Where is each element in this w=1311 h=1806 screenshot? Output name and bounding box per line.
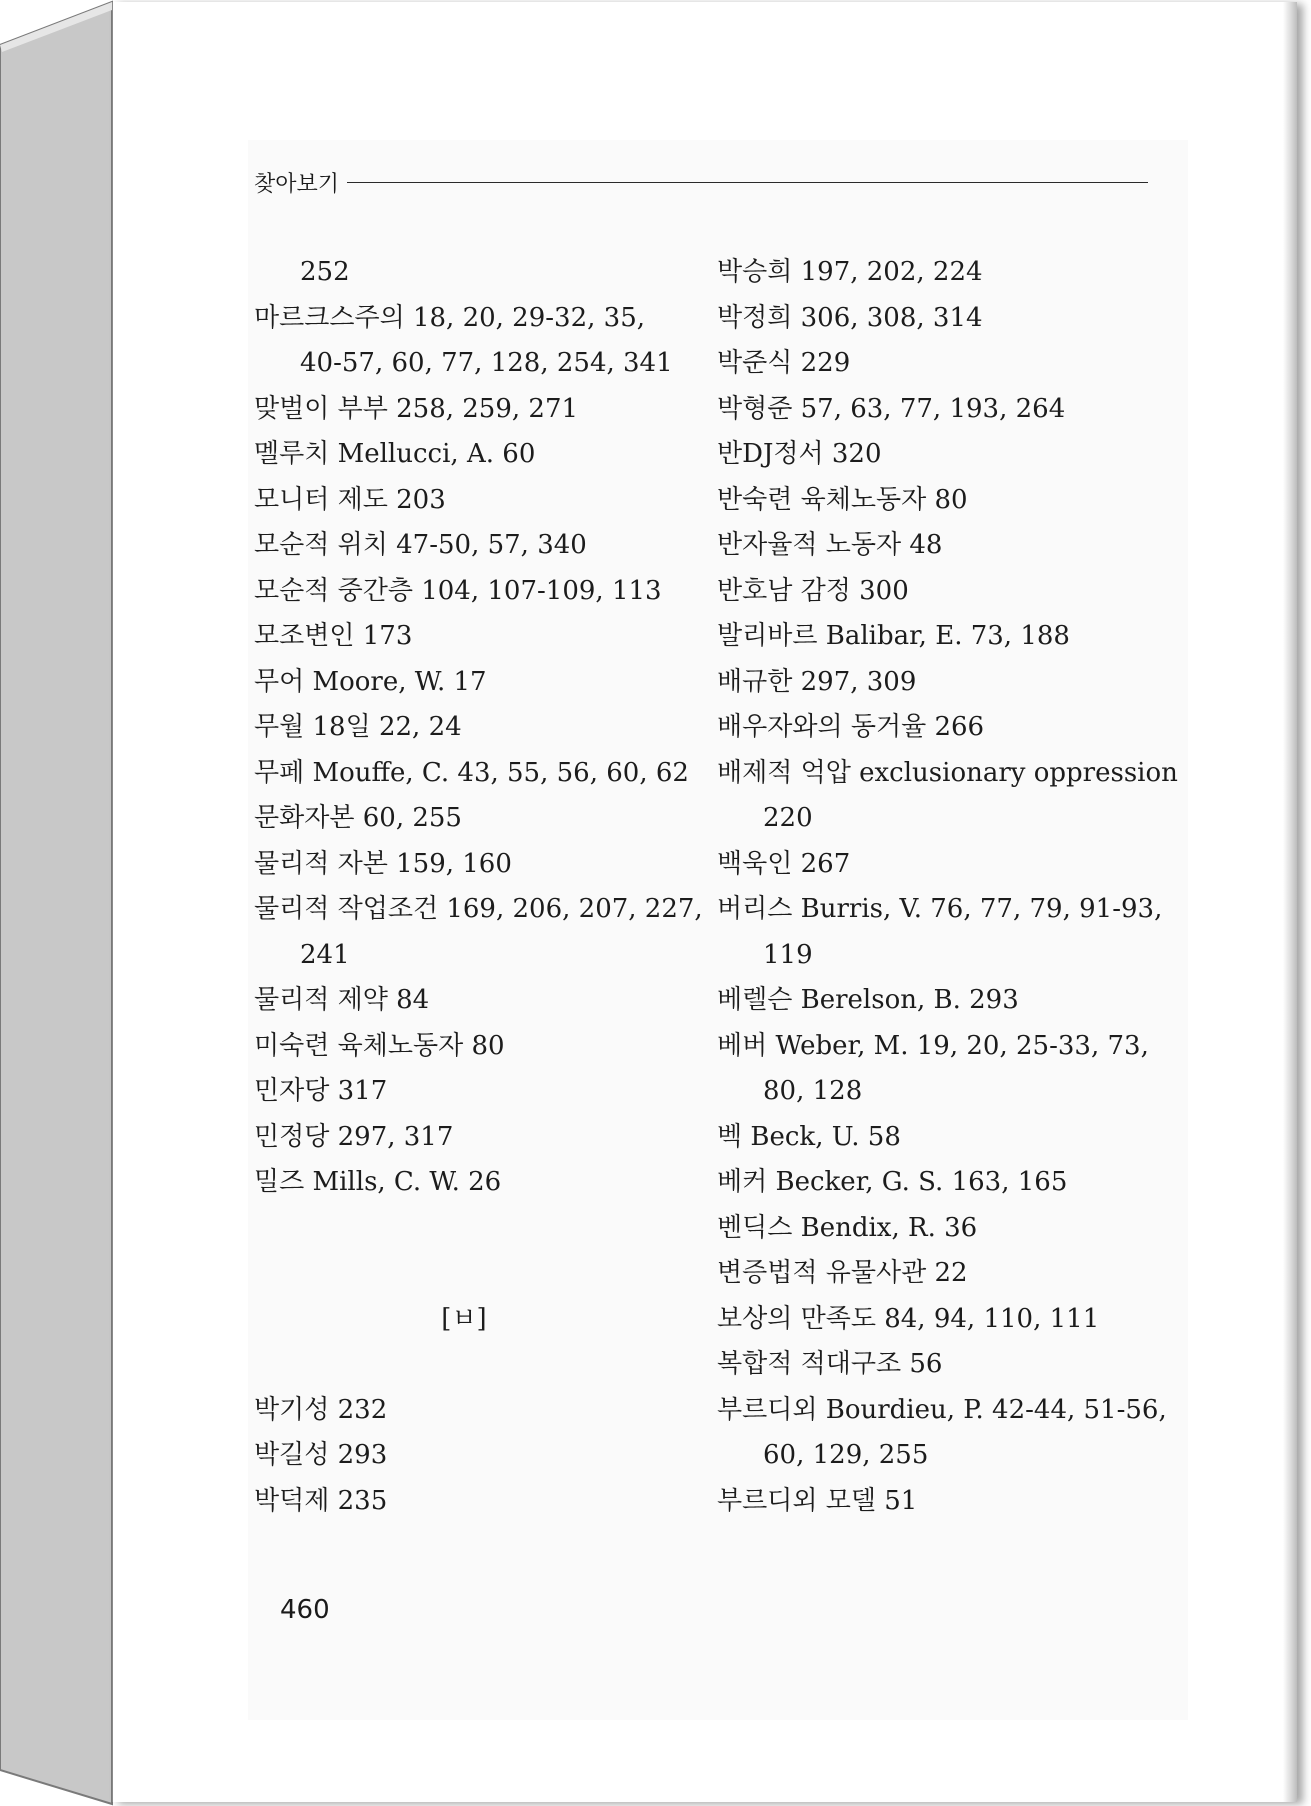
- index-entry: 무페 Mouffe, C. 43, 55, 56, 60, 62: [254, 757, 689, 788]
- index-column-left: [254, 250, 704, 1524]
- index-entry: 배제적 억압 exclusionary oppression: [717, 757, 1178, 788]
- index-entry: 멜루치 Mellucci, A. 60: [254, 439, 536, 469]
- header-rule: [347, 182, 1148, 183]
- index-entry: 마르크스주의 18, 20, 29-32, 35,: [254, 302, 646, 333]
- index-entry-continuation: 80, 128: [763, 1076, 863, 1106]
- index-entry: 미숙련 육체노동자 80: [254, 1030, 505, 1061]
- page-edge: [1283, 2, 1297, 1802]
- page-number: 460: [280, 1595, 330, 1625]
- index-entry: 무어 Moore, W. 17: [254, 666, 487, 697]
- index-entry: 배규한 297, 309: [717, 666, 917, 697]
- index-entry: 박길성 293: [254, 1440, 388, 1470]
- index-entry: 모순적 중간층 104, 107-109, 113: [254, 575, 662, 606]
- index-entry: 박정희 306, 308, 314: [717, 302, 983, 333]
- index-entry: 민자당 317: [254, 1076, 388, 1106]
- index-entry: 배우자와의 동거율 266: [717, 712, 985, 742]
- section-spacer: [254, 1206, 704, 1297]
- index-column-right: [717, 250, 1178, 1524]
- index-entry: 부르디외 모델 51: [717, 1485, 918, 1516]
- index-entry: 박덕제 235: [254, 1485, 388, 1516]
- section-spacer: [254, 1342, 704, 1388]
- index-entry: 발리바르 Balibar, E. 73, 188: [717, 621, 1070, 651]
- index-entry: 베커 Becker, G. S. 163, 165: [717, 1167, 1068, 1197]
- index-entry: 모순적 위치 47-50, 57, 340: [254, 530, 587, 560]
- index-entry: 문화자본 60, 255: [254, 803, 462, 833]
- index-entry: 모니터 제도 203: [254, 484, 446, 515]
- index-entry-continuation: 252: [300, 257, 350, 287]
- index-entry: 버리스 Burris, V. 76, 77, 79, 91-93,: [717, 894, 1163, 924]
- index-entry: 복합적 적대구조 56: [717, 1349, 943, 1379]
- index-entry: 반숙련 육체노동자 80: [717, 484, 968, 515]
- index-entry: 밀즈 Mills, C. W. 26: [254, 1167, 502, 1197]
- running-header: [254, 162, 1148, 202]
- index-entry: 벤딕스 Bendix, R. 36: [717, 1212, 978, 1243]
- index-entry: 반호남 감정 300: [717, 575, 909, 606]
- index-entry-continuation: 119: [763, 939, 813, 970]
- index-entry-continuation: 220: [763, 803, 813, 833]
- index-entry: 베버 Weber, M. 19, 20, 25-33, 73,: [717, 1030, 1149, 1061]
- index-entry: 베렐슨 Berelson, B. 293: [717, 985, 1019, 1015]
- index-entry: 민정당 297, 317: [254, 1121, 454, 1152]
- index-entry: 백욱인 267: [717, 848, 851, 879]
- index-entry: 반자율적 노동자 48: [717, 530, 943, 560]
- header-title: 찾아보기: [254, 171, 340, 197]
- index-entry: 박승희 197, 202, 224: [717, 257, 983, 287]
- index-entry: 박형준 57, 63, 77, 193, 264: [717, 393, 1066, 424]
- index-entry: 무월 18일 22, 24: [254, 712, 462, 742]
- index-entry: 벡 Beck, U. 58: [717, 1121, 901, 1152]
- index-entry: 맞벌이 부부 258, 259, 271: [254, 393, 579, 424]
- index-entry: 변증법적 유물사관 22: [717, 1258, 968, 1288]
- index-entry: 물리적 작업조건 169, 206, 207, 227,: [254, 894, 703, 924]
- index-entry: 반DJ정서 320: [717, 439, 882, 469]
- index-entry: 박기성 232: [254, 1394, 388, 1425]
- index-entry: 보상의 만족도 84, 94, 110, 111: [717, 1303, 1100, 1334]
- index-entry-continuation: 60, 129, 255: [763, 1440, 929, 1470]
- index-entry: 부르디외 Bourdieu, P. 42-44, 51-56,: [717, 1394, 1167, 1425]
- index-entry-continuation: 241: [300, 939, 350, 970]
- index-entry: 모조변인 173: [254, 621, 413, 651]
- index-entry: 물리적 제약 84: [254, 985, 430, 1015]
- index-entry: 물리적 자본 159, 160: [254, 848, 512, 879]
- index-entry-continuation: 40-57, 60, 77, 128, 254, 341: [300, 348, 673, 378]
- section-heading: [ㅂ]: [441, 1303, 487, 1334]
- index-entry: 박준식 229: [717, 348, 851, 378]
